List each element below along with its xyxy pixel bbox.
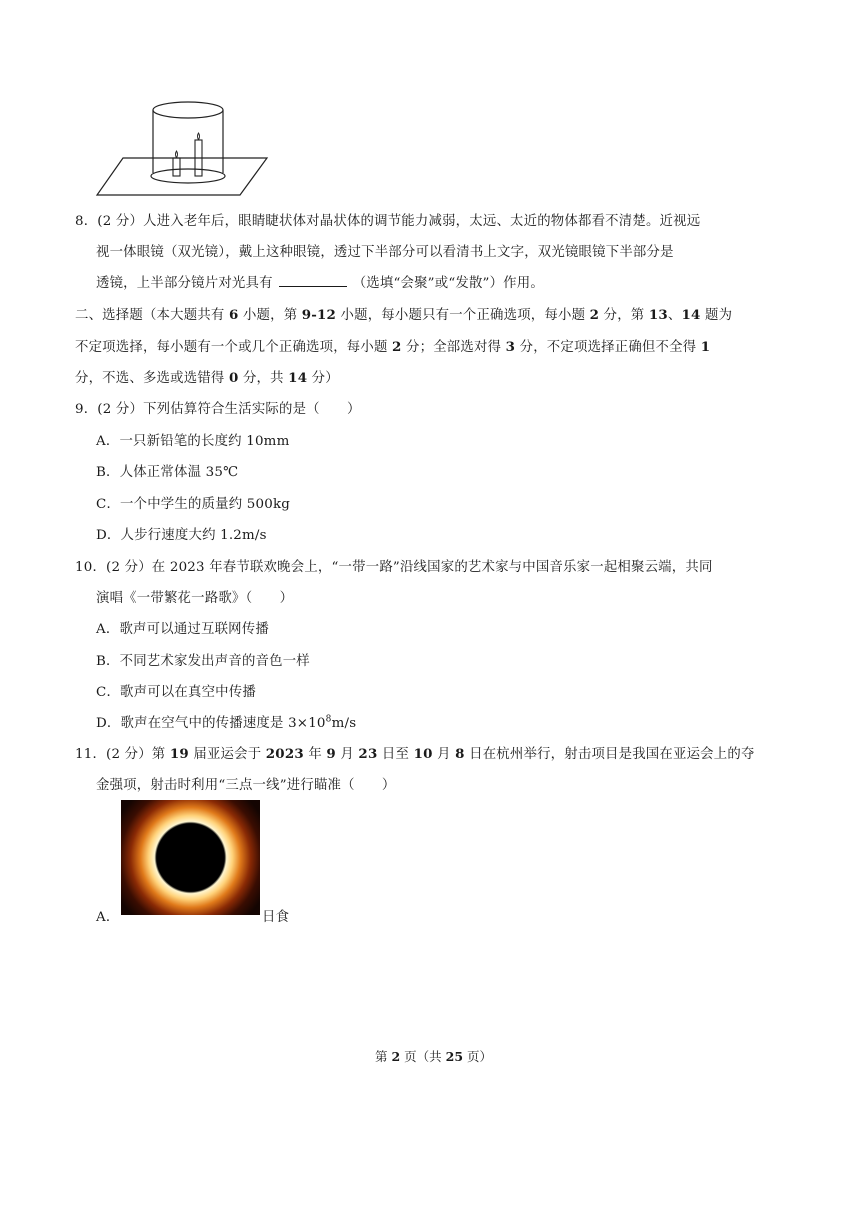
section2-line3: [75, 367, 339, 386]
s2-text: 分）: [307, 371, 339, 386]
q10-option-b[interactable]: B．不同艺术家发出声音的音色一样: [96, 654, 310, 669]
q9-option-b[interactable]: B．人体正常体温 35℃: [96, 465, 239, 480]
answer-blank: [279, 276, 347, 287]
q8-line1: 8．(2 分）人进入老年后，眼睛睫状体对晶状体的调节能力减弱，太远、太近的物体都看不清楚。近视远: [75, 214, 701, 229]
s2-num: 2: [392, 339, 402, 355]
q11-text: 日至: [377, 747, 414, 762]
q11-stem-line1: [75, 743, 755, 762]
q11-option-a-label[interactable]: A．: [96, 910, 120, 925]
q10-option-c[interactable]: C．歌声可以在真空中传播: [96, 685, 256, 700]
q10-d-unit: m/s: [331, 716, 357, 731]
q11-num: 8: [455, 746, 465, 762]
q9-option-c[interactable]: C．一个中学生的质量约 500kg: [96, 497, 291, 512]
s2-text: 小题，第: [238, 308, 302, 323]
s2-num: 9-12: [301, 307, 337, 323]
q11-num: 23: [358, 746, 378, 762]
s2-num: 14: [681, 307, 701, 323]
q11-stem-line2: 金强项，射击时利用“三点一线”进行瞄准（ ）: [96, 778, 396, 793]
q8-line3: [96, 272, 544, 291]
q11-text: 月: [432, 747, 456, 762]
solar-eclipse-image: [121, 800, 260, 915]
q10-stem-line2: 演唱《一带繁花一路歌》（ ）: [96, 591, 294, 606]
q10-option-d[interactable]: [96, 712, 356, 731]
q11-option-a-caption: 日食: [262, 910, 290, 925]
q11-num: 9: [326, 746, 336, 762]
candle-jar-figure: [95, 98, 270, 198]
q11-text: 月: [335, 747, 359, 762]
q9-option-d[interactable]: D．人步行速度大约 1.2m/s: [96, 528, 267, 543]
q11-text: 年: [303, 747, 327, 762]
s2-num: 6: [228, 307, 239, 323]
q10-d-text: D．歌声在空气中的传播速度是 3×10: [96, 716, 326, 731]
q10-d-exponent: 8: [325, 714, 332, 725]
q8-line3-text: 透镜，上半部分镜片对光具有: [96, 276, 273, 291]
s2-num: 3: [505, 339, 516, 355]
s2-text: 小题，每小题只有一个正确选项，每小题: [336, 308, 590, 323]
q11-text: 日在杭州举行，射击项目是我国在亚运会上的夺: [464, 747, 755, 762]
s2-num: 0: [228, 370, 239, 386]
s2-num: 1: [700, 339, 711, 355]
footer-text: 页（共: [400, 1049, 446, 1064]
s2-text: 、: [667, 308, 682, 323]
q11-text: 11．(2 分）第: [75, 747, 170, 762]
s2-text: 题为: [700, 308, 733, 323]
s2-num: 13: [648, 307, 668, 323]
s2-num: 14: [288, 370, 308, 386]
page-number: 2: [391, 1049, 401, 1064]
s2-text: 不定项选择，每小题有一个或几个正确选项，每小题: [75, 340, 393, 355]
q10-option-a[interactable]: A．歌声可以通过互联网传播: [96, 622, 269, 637]
page-footer: [0, 1047, 867, 1065]
footer-text: 第: [374, 1049, 392, 1064]
s2-num: 2: [589, 307, 600, 323]
q11-num: 19: [169, 746, 189, 762]
s2-text: 分，不定项选择正确但不全得: [515, 340, 701, 355]
q9-option-a[interactable]: A．一只新铅笔的长度约 10mm: [96, 434, 290, 449]
s2-text: 分；全部选对得: [401, 340, 506, 355]
s2-text: 分，共: [238, 371, 289, 386]
section2-line2: [75, 336, 710, 355]
q10-stem-line1: 10．(2 分）在 2023 年春节联欢晚会上，“一带一路”沿线国家的艺术家与中国音乐家一起相聚云端，共同: [75, 560, 713, 575]
footer-text: 页）: [463, 1049, 493, 1064]
section2-line1: [75, 304, 732, 323]
q8-line2: 视一体眼镜（双光镜），戴上这种眼镜，透过下半部分可以看清书上文字，双光镜眼镜下半部分是: [96, 245, 674, 260]
q9-stem: 9．(2 分）下列估算符合生活实际的是（ ）: [75, 402, 361, 417]
q11-num: 10: [413, 746, 433, 762]
q8-line3-tail: （选填“会聚”或“发散”）作用。: [352, 276, 544, 291]
s2-text: 分，第: [599, 308, 649, 323]
s2-text: 二、选择题（本大题共有: [75, 308, 229, 323]
total-pages: 25: [445, 1049, 464, 1064]
moon-disc: [158, 825, 224, 891]
q11-num: 2023: [265, 746, 304, 762]
q11-text: 届亚运会于: [188, 747, 266, 762]
s2-text: 分，不选、多选或选错得: [75, 371, 229, 386]
